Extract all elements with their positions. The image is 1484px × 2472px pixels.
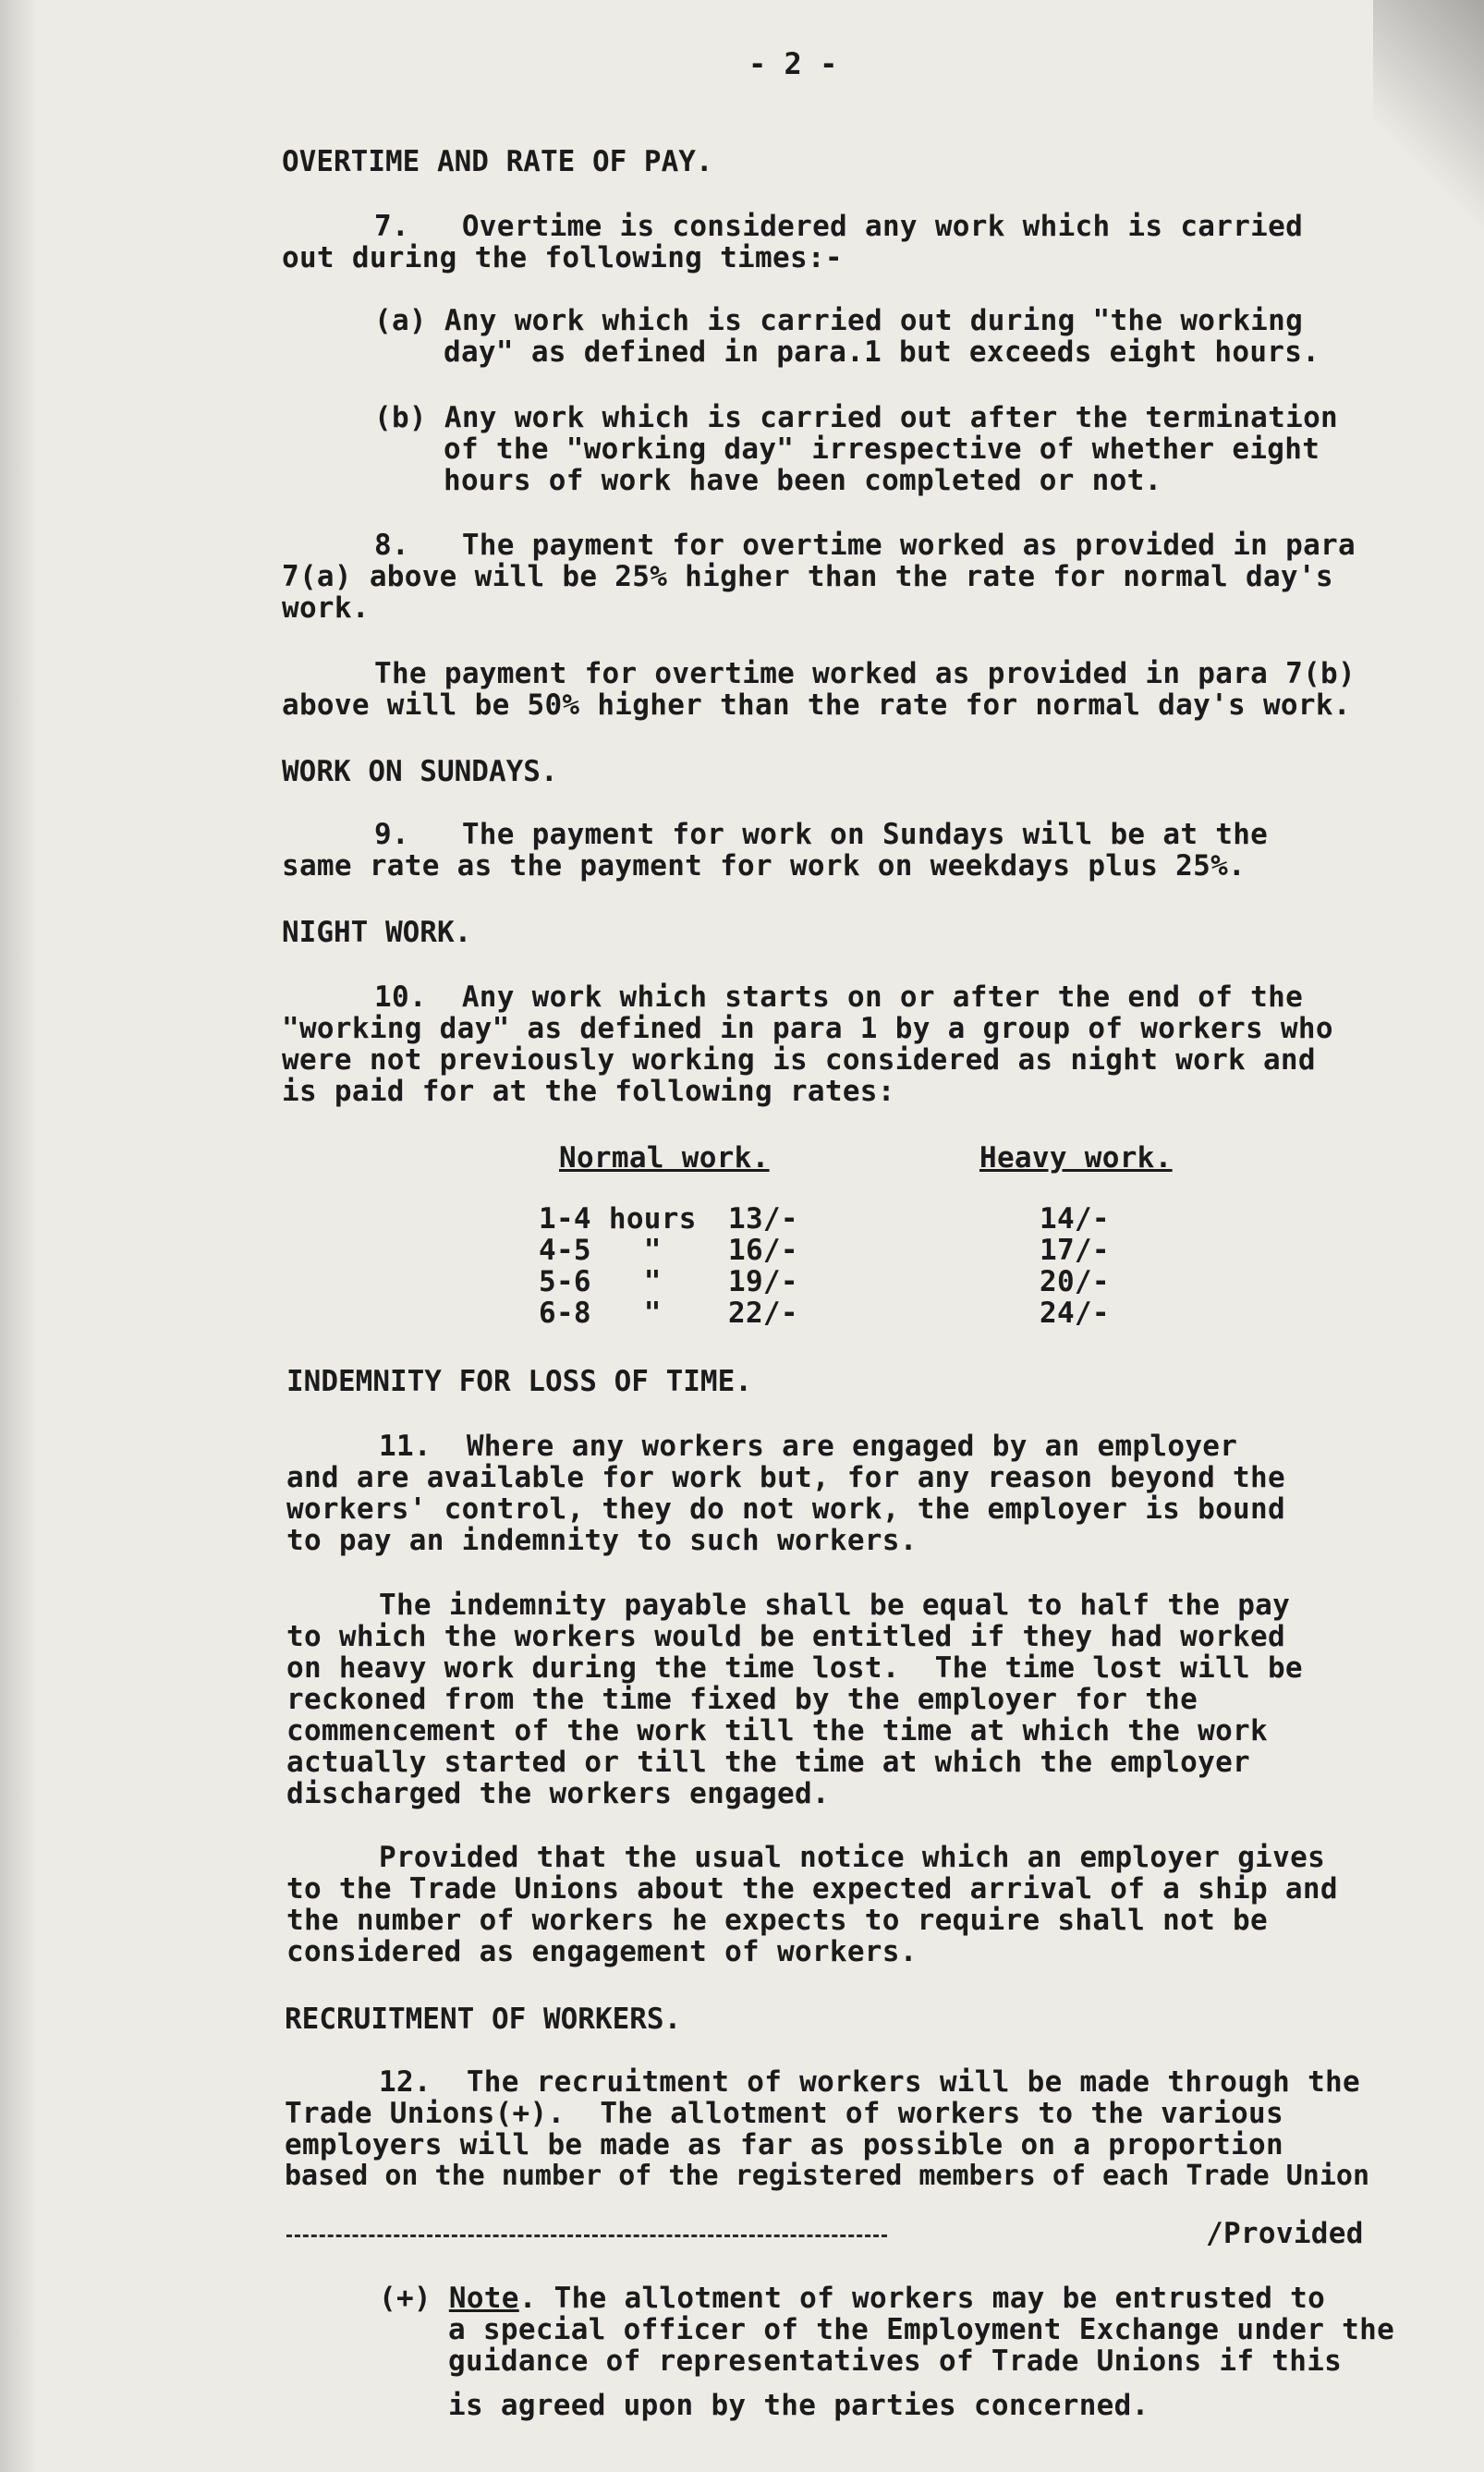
para10-line2: "working day" as defined in para 1 by a group of workers who (282, 1012, 1333, 1045)
page-number: - 2 - (748, 46, 838, 81)
para8-line2: 7(a) above will be 25% higher than the rate for normal day's (282, 560, 1333, 593)
rate-row-hours: 4-5 " (539, 1234, 662, 1267)
rate-row-hours: 6-8 " (539, 1297, 662, 1330)
para11-line4: to pay an indemnity to such workers. (286, 1524, 918, 1557)
para11b-line6: actually started or till the time at which the employer (286, 1746, 1250, 1779)
para10-line1: 10. Any work which starts on or after the end of the (374, 980, 1304, 1014)
heading-overtime: OVERTIME AND RATE OF PAY. (282, 145, 713, 178)
para10-line3: were not previously working is considered as night work and (282, 1043, 1316, 1077)
para9-line1: 9. The payment for work on Sundays will be at the (374, 818, 1269, 851)
para8b-line1: The payment for overtime worked as provided in para 7(b) (374, 657, 1356, 690)
rate-row-hours: 1-4 hours (539, 1202, 697, 1236)
scan-shadow-right (1373, 0, 1484, 277)
para8-line3: work. (282, 591, 370, 625)
rate-row-normal: 16/- (728, 1234, 798, 1267)
footnote-text: . The allotment of workers may be entrusted to (518, 2282, 1326, 2315)
rate-row-hours: 5-6 " (539, 1265, 662, 1298)
para9-line2: same rate as the payment for work on weekdays plus 25%. (282, 849, 1246, 883)
para12-line3: employers will be made as far as possible on a proportion (285, 2128, 1283, 2161)
para10-line4: is paid for at the following rates: (282, 1075, 895, 1108)
para7b-line2: of the "working day" irrespective of whether eight (444, 432, 1320, 466)
heading-sundays: WORK ON SUNDAYS. (282, 755, 558, 788)
para8-line1: 8. The payment for overtime worked as provided in para (374, 529, 1356, 562)
para7a-line2: day" as defined in para.1 but exceeds eight hours. (444, 335, 1320, 369)
heading-night-work: NIGHT WORK. (282, 916, 472, 949)
para11b-line7: discharged the workers engaged. (286, 1777, 830, 1810)
para7-line2: out during the following times:- (282, 241, 843, 274)
rate-row-heavy: 20/- (1040, 1265, 1110, 1298)
para11b-line5: commencement of the work till the time at which the work (286, 1714, 1268, 1747)
para11c-line4: considered as engagement of workers. (286, 1935, 918, 1968)
rate-row-normal: 22/- (728, 1297, 798, 1330)
rate-row-normal: 19/- (728, 1265, 798, 1298)
para11b-line2: to which the workers would be entitled if they had worked (286, 1620, 1285, 1653)
rate-row-heavy: 14/- (1040, 1202, 1110, 1236)
para11c-line3: the number of workers he expects to require shall not be (286, 1904, 1268, 1937)
rate-row-normal: 13/- (728, 1202, 798, 1236)
para11-line3: workers' control, they do not work, the employer is bound (286, 1492, 1285, 1526)
para11-line2: and are available for work but, for any reason beyond the (286, 1461, 1285, 1494)
para7b-line1: (b) Any work which is carried out after the termination (374, 401, 1338, 434)
scan-shadow-left (0, 0, 37, 2472)
rate-row-heavy: 24/- (1040, 1297, 1110, 1330)
footnote-line1 (379, 2283, 1325, 2314)
heading-recruitment: RECRUITMENT OF WORKERS. (285, 2003, 682, 2036)
para11-line1: 11. Where any workers are engaged by an employer (379, 1430, 1238, 1463)
para11c-line1: Provided that the usual notice which an employer gives (379, 1841, 1326, 1874)
para12-line1: 12. The recruitment of workers will be made through the (379, 2065, 1360, 2099)
footnote-line2: a special officer of the Employment Exchange under the (448, 2313, 1395, 2346)
para11b-line1: The indemnity payable shall be equal to half the pay (379, 1589, 1291, 1622)
footnote-line4: is agreed upon by the parties concerned. (448, 2389, 1149, 2422)
para12-line2: Trade Unions(+). The allotment of workers to the various (285, 2097, 1283, 2130)
continued-marker: /Provided (1206, 2217, 1364, 2250)
para11c-line2: to the Trade Unions about the expected arrival of a ship and (286, 1872, 1338, 1906)
rates-header-normal: Normal work. (559, 1141, 770, 1175)
para11b-line4: reckoned from the time fixed by the employer for the (286, 1683, 1198, 1716)
para7a-line1: (a) Any work which is carried out during "the working (374, 304, 1304, 337)
rates-header-heavy: Heavy work. (979, 1141, 1173, 1175)
footnote-marker: (+) (379, 2282, 449, 2315)
rate-row-heavy: 17/- (1040, 1234, 1110, 1267)
footnote-note-label: Note (448, 2282, 519, 2315)
footnote-line3: guidance of representatives of Trade Unions if this (448, 2344, 1343, 2378)
para7b-line3: hours of work have been completed or not. (444, 464, 1162, 497)
para7-line1: 7. Overtime is considered any work which is carried (374, 210, 1304, 243)
para11b-line3: on heavy work during the time lost. The time lost will be (286, 1651, 1303, 1685)
footnote-rule (286, 2235, 887, 2237)
para12-line4: based on the number of the registered members of each Trade Union (285, 2160, 1369, 2192)
para8b-line2: above will be 50% higher than the rate for normal day's work. (282, 688, 1351, 722)
heading-indemnity: INDEMNITY FOR LOSS OF TIME. (286, 1365, 752, 1398)
